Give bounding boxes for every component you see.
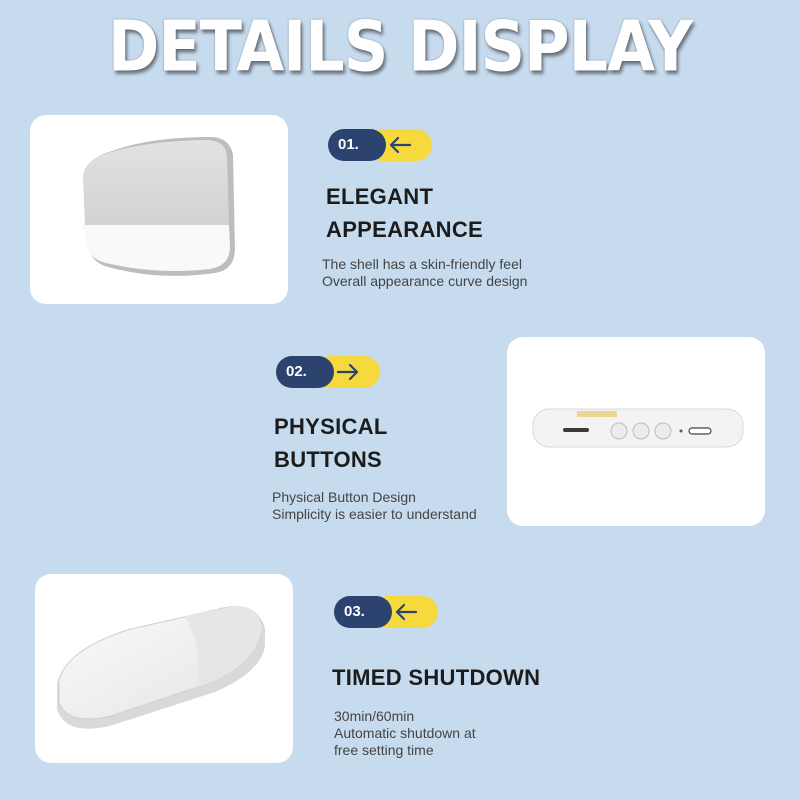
- arrow-right-icon: [334, 361, 362, 383]
- description-line: Simplicity is easier to understand: [272, 506, 477, 522]
- device-side-buttons-image: [507, 337, 765, 526]
- description-line: Automatic shutdown at: [334, 725, 476, 741]
- feature-badge-1: [328, 129, 432, 161]
- feature-image-card-3: [35, 574, 293, 763]
- arrow-left-icon: [386, 134, 414, 156]
- feature-badge-3: [334, 596, 438, 628]
- device-front-image: [30, 115, 288, 304]
- device-angle-image: [35, 574, 293, 763]
- feature-heading-2: [274, 410, 388, 476]
- badge-number: 01.: [328, 129, 386, 161]
- feature-description-1: [322, 256, 527, 290]
- feature-heading-3: [332, 661, 540, 694]
- description-line: free setting time: [334, 742, 434, 758]
- arrow-left-icon: [392, 601, 420, 623]
- feature-image-card-2: [507, 337, 765, 526]
- feature-badge-2: [276, 356, 380, 388]
- heading-line: BUTTONS: [274, 447, 383, 472]
- feature-image-card-1: [30, 115, 288, 304]
- badge-number: 03.: [334, 596, 392, 628]
- feature-description-2: [272, 489, 477, 523]
- page-title: DETAILS DISPLAY: [107, 5, 693, 88]
- description-line: Physical Button Design: [272, 489, 416, 505]
- feature-description-3: [334, 708, 476, 759]
- heading-line: APPEARANCE: [326, 217, 484, 242]
- feature-heading-1: [326, 180, 483, 246]
- heading-line: PHYSICAL: [274, 414, 388, 439]
- badge-number: 02.: [276, 356, 334, 388]
- description-line: The shell has a skin-friendly feel: [322, 256, 522, 272]
- heading-line: ELEGANT: [326, 184, 434, 209]
- description-line: 30min/60min: [334, 708, 415, 724]
- heading-line: TIMED SHUTDOWN: [332, 665, 541, 690]
- description-line: Overall appearance curve design: [322, 273, 528, 289]
